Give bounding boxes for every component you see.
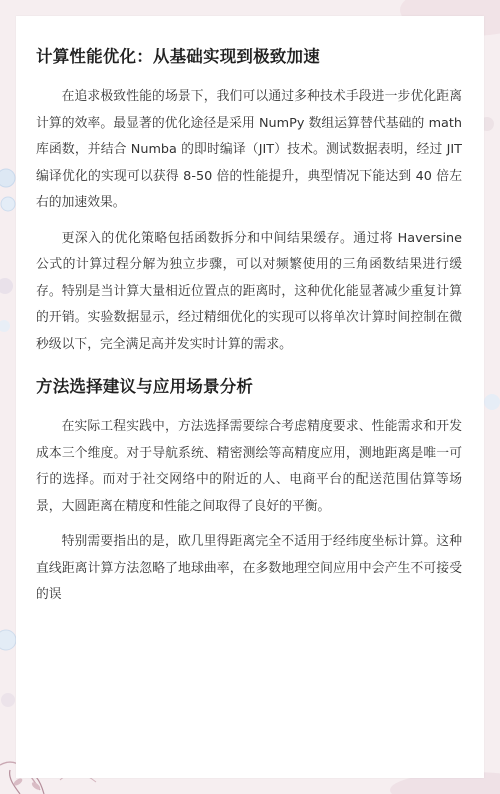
paragraph: 在追求极致性能的场景下，我们可以通过多种技术手段进一步优化距离计算的效率。最显著的优化途径是采用 NumPy 数组运算替代基础的 math 库函数，并结合 Numba 的即时编译（JIT）技术。测试数据表明，经过 JIT 编译优化的实现可以获得 8-50 倍的性能提升，典型情况下能达到 40 倍左右的加速效果。 xyxy=(36,89,462,210)
section-heading-performance: 计算性能优化：从基础实现到极致加速 xyxy=(36,47,320,66)
article-content xyxy=(36,44,462,618)
article-card xyxy=(16,16,484,778)
paragraph: 在实际工程实践中，方法选择需要综合考虑精度要求、性能需求和开发成本三个维度。对于导航系统、精密测绘等高精度应用，测地距离是唯一可行的选择。而对于社交网络中的附近的人、电商平台的配送范围估算等场景，大圆距离在精度和性能之间取得了良好的平衡。 xyxy=(36,419,462,514)
paragraph: 特别需要指出的是，欧几里得距离完全不适用于经纬度坐标计算。这种直线距离计算方法忽略了地球曲率，在多数地理空间应用中会产生不可接受的误 xyxy=(36,534,462,602)
section-heading-method-selection: 方法选择建议与应用场景分析 xyxy=(36,377,254,396)
paragraph: 更深入的优化策略包括函数拆分和中间结果缓存。通过将 Haversine 公式的计算过程分解为独立步骤，可以对频繁使用的三角函数结果进行缓存。特别是当计算大量相近位置点的距离时，这种优化能显著减少重复计算的开销。实验数据显示，经过精细优化的实现可以将单次计算时间控制在微秒级以下，完全满足高并发实时计算的需求。 xyxy=(36,230,462,352)
